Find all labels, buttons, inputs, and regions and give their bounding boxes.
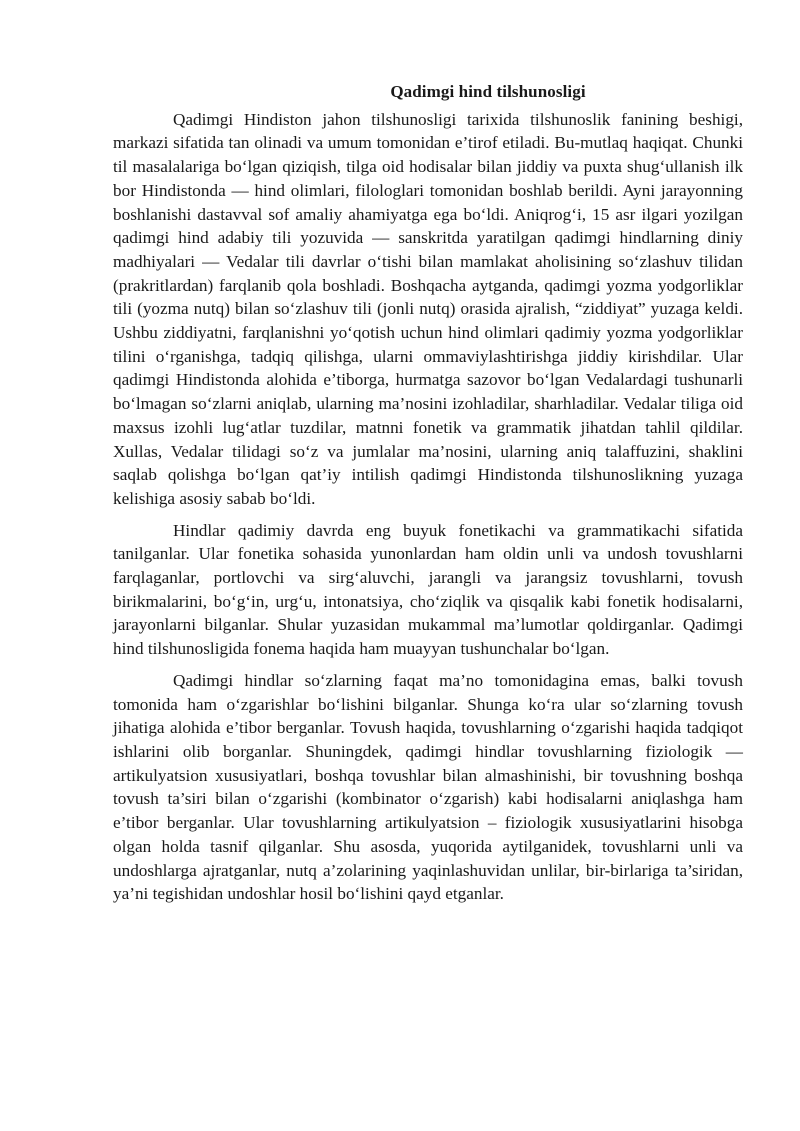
document-title: Qadimgi hind tilshunosligi — [390, 82, 586, 101]
document-page — [113, 80, 743, 914]
paragraph-2: Hindlar qadimiy davrda eng buyuk fonetikachi va grammatikachi sifatida tanilganlar. Ular fonetika sohasida yunonlardan ham oldin unli va undosh tovushlarni farqlaganlar, portlovchi va sirg‘aluvchi, jarangli va jarangsiz tovushlarni, tovush birikmalarini, bo‘g‘in, urg‘u, intonatsiya, cho‘ziqlik va qisqalik kabi fonetik hodisalarni, jarayonlarni bilganlar. Shular yuzasidan mukammal ma’lumotlar qoldirganlar. Qadimgi hind tilshunosligida fonema haqida ham muayyan tushunchalar bo‘lgan. — [113, 520, 743, 659]
paragraph-1: Qadimgi Hindiston jahon tilshunosligi tarixida tilshunoslik fanining beshigi, markazi sifatida tan olinadi va umum tomonidan e’tirof etiladi. Bu-mutlaq haqiqat. Chunki til masalalariga bo‘lgan qiziqish, tilga oid hodisalar bilan jiddiy va puxta shug‘ullanish ilk bor Hindistonda — hind olimlari, filologlari tomonidan boshlab berildi. Ayni jarayonning boshlanishi dastavval sof amaliy ahamiyatga ega bo‘ldi. Aniqrog‘i, 15 asr ilgari yozilgan qadimgi hind adabiy tili yozuvida — sanskritda yaratilgan qadimgi hindlarning diniy madhiyalari — Vedalar tili davrlar o‘tishi bilan mamlakat aholisining so‘zlashuv tilidan (prakritlardan) farqlanib qola boshladi. Boshqacha aytganda, qadimgi yozma yodgorliklar tili (yozma nutq) bilan so‘zlashuv tili (jonli nutq) orasida ajralish, “ziddiyat” yuzaga keldi. Ushbu ziddiyatni, farqlanishni yo‘qotish uchun hind olimlari qadimiy yozma yodgorliklar tilini o‘rganishga, tadqiq qilishga, ularni ommaviylashtirishga jiddiy kirishdilar. Ular qadimgi Hindistonda alohida e’tiborga, hurmatga sazovor bo‘lgan Vedalardagi tushunarli bo‘lmagan so‘zlarni aniqlab, ularning ma’nosini izohladilar, sharhladilar. Vedalar tiliga oid maxsus izohli lug‘atlar tuzdilar, matnni fonetik va grammatik jihatdan tahlil qildilar. Xullas, Vedalar tilidagi so‘z va jumlalar ma’nosini, ularning aniq talaffuzini, shaklini saqlab qolishga bo‘lgan qat’iy intilish qadimgi Hindistonda tilshunoslikning yuzaga kelishiga asosiy sabab bo‘ldi. — [113, 109, 743, 508]
paragraph-3: Qadimgi hindlar so‘zlarning faqat ma’no tomonidagina emas, balki tovush tomonida ham o‘zgarishlar bo‘lishini bilganlar. Shunga ko‘ra ular so‘zlarning tovush jihatiga alohida e’tibor berganlar. Tovush haqida, tovushlarning o‘zgarishi haqida tadqiqot ishlarini olib borganlar. Shuningdek, qadimgi hindlar tovushlarning fiziologik — artikulyatsion xususiyatlari, boshqa tovushlar bilan almashinishi, bir tovushning boshqa tovush ta’siri bilan o‘zgarishi (kombinator o‘zgarish) kabi hodisalarni aniqlashga ham e’tibor berganlar. Ular tovushlarning artikulyatsion – fiziologik xususiyatlarini hisobga olgan holda tasnif qilganlar. Shu asosda, yuqorida aytilganidek, tovushlarni unli va undoshlarga ajratganlar, nutq a’zolarining yaqinlashuvidan unlilar, bir-birlariga ta’siridan, ya’ni tegishidan undoshlar hosil bo‘lishini qayd etganlar. — [113, 670, 743, 904]
